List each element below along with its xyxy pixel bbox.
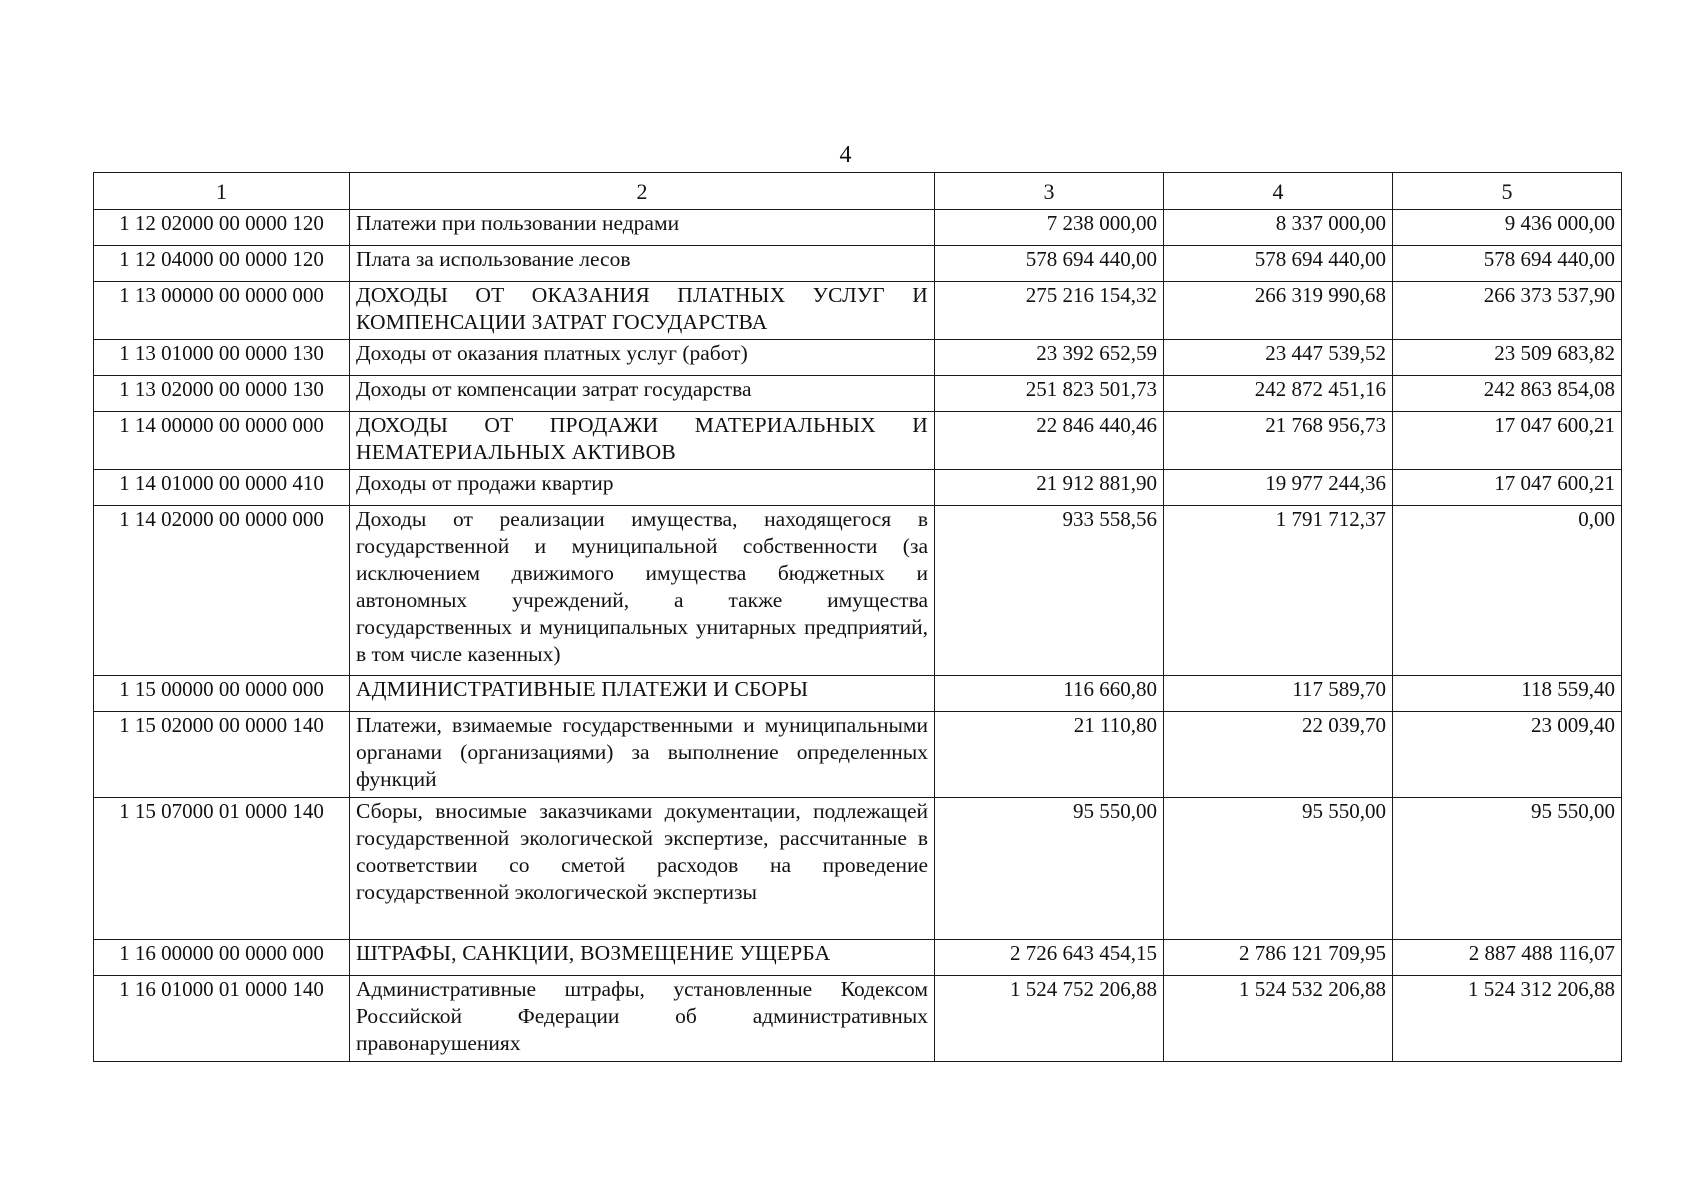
revenue-name-cell: Сборы, вносимые заказчиками документации, подлежащей государственной экологической экспертизе, рассчитанные в соответствии со сметой расходов на проведение государственной экологической экспертизы bbox=[350, 798, 935, 940]
table-row bbox=[94, 676, 1622, 712]
amount-col3-cell: 251 823 501,73 bbox=[935, 376, 1164, 412]
amount-col5-cell: 9 436 000,00 bbox=[1393, 210, 1622, 246]
amount-col5-cell: 17 047 600,21 bbox=[1393, 470, 1622, 506]
table-row bbox=[94, 470, 1622, 506]
amount-col4-cell: 578 694 440,00 bbox=[1164, 246, 1393, 282]
amount-col4-cell: 21 768 956,73 bbox=[1164, 412, 1393, 470]
amount-col5-cell: 242 863 854,08 bbox=[1393, 376, 1622, 412]
amount-col5-cell: 578 694 440,00 bbox=[1393, 246, 1622, 282]
table-row bbox=[94, 412, 1622, 470]
table-row bbox=[94, 798, 1622, 940]
revenue-name-cell: Административные штрафы, установленные Кодексом Российской Федерации об административных правонарушениях bbox=[350, 976, 935, 1062]
column-header-2: 2 bbox=[350, 173, 935, 210]
revenue-name-cell: АДМИНИСТРАТИВНЫЕ ПЛАТЕЖИ И СБОРЫ bbox=[350, 676, 935, 712]
budget-code-cell: 1 12 02000 00 0000 120 bbox=[94, 210, 350, 246]
budget-code-cell: 1 14 01000 00 0000 410 bbox=[94, 470, 350, 506]
amount-col4-cell: 19 977 244,36 bbox=[1164, 470, 1393, 506]
header-row bbox=[94, 173, 1622, 210]
page-number: 4 bbox=[839, 142, 852, 168]
amount-col3-cell: 2 726 643 454,15 bbox=[935, 940, 1164, 976]
amount-col4-cell: 8 337 000,00 bbox=[1164, 210, 1393, 246]
table-row bbox=[94, 712, 1622, 798]
budget-code-cell: 1 13 02000 00 0000 130 bbox=[94, 376, 350, 412]
revenue-name-cell: Доходы от оказания платных услуг (работ) bbox=[350, 340, 935, 376]
amount-col3-cell: 1 524 752 206,88 bbox=[935, 976, 1164, 1062]
amount-col3-cell: 21 110,80 bbox=[935, 712, 1164, 798]
amount-col3-cell: 22 846 440,46 bbox=[935, 412, 1164, 470]
column-header-1: 1 bbox=[94, 173, 350, 210]
amount-col3-cell: 95 550,00 bbox=[935, 798, 1164, 940]
revenue-name-cell: Платежи при пользовании недрами bbox=[350, 210, 935, 246]
table-row bbox=[94, 246, 1622, 282]
amount-col4-cell: 95 550,00 bbox=[1164, 798, 1393, 940]
amount-col4-cell: 2 786 121 709,95 bbox=[1164, 940, 1393, 976]
revenue-name-cell: Доходы от продажи квартир bbox=[350, 470, 935, 506]
table-row bbox=[94, 340, 1622, 376]
table-row bbox=[94, 376, 1622, 412]
budget-code-cell: 1 15 02000 00 0000 140 bbox=[94, 712, 350, 798]
amount-col3-cell: 578 694 440,00 bbox=[935, 246, 1164, 282]
amount-col3-cell: 21 912 881,90 bbox=[935, 470, 1164, 506]
amount-col3-cell: 933 558,56 bbox=[935, 506, 1164, 676]
amount-col5-cell: 266 373 537,90 bbox=[1393, 282, 1622, 340]
amount-col5-cell: 17 047 600,21 bbox=[1393, 412, 1622, 470]
amount-col4-cell: 1 791 712,37 bbox=[1164, 506, 1393, 676]
amount-col3-cell: 23 392 652,59 bbox=[935, 340, 1164, 376]
amount-col3-cell: 7 238 000,00 bbox=[935, 210, 1164, 246]
table-row bbox=[94, 506, 1622, 676]
revenue-table bbox=[93, 172, 1622, 1062]
amount-col5-cell: 23 009,40 bbox=[1393, 712, 1622, 798]
amount-col4-cell: 23 447 539,52 bbox=[1164, 340, 1393, 376]
column-header-3: 3 bbox=[935, 173, 1164, 210]
budget-code-cell: 1 16 00000 00 0000 000 bbox=[94, 940, 350, 976]
amount-col5-cell: 118 559,40 bbox=[1393, 676, 1622, 712]
amount-col5-cell: 0,00 bbox=[1393, 506, 1622, 676]
revenue-name-cell: Доходы от компенсации затрат государства bbox=[350, 376, 935, 412]
budget-code-cell: 1 13 00000 00 0000 000 bbox=[94, 282, 350, 340]
revenue-name-cell: Плата за использование лесов bbox=[350, 246, 935, 282]
table-row bbox=[94, 940, 1622, 976]
amount-col5-cell: 2 887 488 116,07 bbox=[1393, 940, 1622, 976]
amount-col4-cell: 117 589,70 bbox=[1164, 676, 1393, 712]
revenue-name-cell: ДОХОДЫ ОТ ПРОДАЖИ МАТЕРИАЛЬНЫХ И НЕМАТЕРИАЛЬНЫХ АКТИВОВ bbox=[350, 412, 935, 470]
budget-code-cell: 1 14 00000 00 0000 000 bbox=[94, 412, 350, 470]
amount-col4-cell: 1 524 532 206,88 bbox=[1164, 976, 1393, 1062]
revenue-name-cell: Доходы от реализации имущества, находящегося в государственной и муниципальной собственности (за исключением движимого имущества бюджетных и автономных учреждений, а также имущества государственных и муниципальных унитарных предприятий, в том числе казенных) bbox=[350, 506, 935, 676]
amount-col4-cell: 266 319 990,68 bbox=[1164, 282, 1393, 340]
budget-code-cell: 1 14 02000 00 0000 000 bbox=[94, 506, 350, 676]
budget-code-cell: 1 13 01000 00 0000 130 bbox=[94, 340, 350, 376]
amount-col4-cell: 22 039,70 bbox=[1164, 712, 1393, 798]
amount-col5-cell: 95 550,00 bbox=[1393, 798, 1622, 940]
column-header-5: 5 bbox=[1393, 173, 1622, 210]
revenue-name-cell: Платежи, взимаемые государственными и муниципальными органами (организациями) за выполнение определенных функций bbox=[350, 712, 935, 798]
budget-code-cell: 1 12 04000 00 0000 120 bbox=[94, 246, 350, 282]
amount-col3-cell: 275 216 154,32 bbox=[935, 282, 1164, 340]
budget-code-cell: 1 16 01000 01 0000 140 bbox=[94, 976, 350, 1062]
budget-code-cell: 1 15 00000 00 0000 000 bbox=[94, 676, 350, 712]
column-header-4: 4 bbox=[1164, 173, 1393, 210]
amount-col5-cell: 1 524 312 206,88 bbox=[1393, 976, 1622, 1062]
budget-code-cell: 1 15 07000 01 0000 140 bbox=[94, 798, 350, 940]
table-row bbox=[94, 282, 1622, 340]
revenue-name-cell: ДОХОДЫ ОТ ОКАЗАНИЯ ПЛАТНЫХ УСЛУГ И КОМПЕНСАЦИИ ЗАТРАТ ГОСУДАРСТВА bbox=[350, 282, 935, 340]
revenue-name-cell: ШТРАФЫ, САНКЦИИ, ВОЗМЕЩЕНИЕ УЩЕРБА bbox=[350, 940, 935, 976]
amount-col3-cell: 116 660,80 bbox=[935, 676, 1164, 712]
table-row bbox=[94, 210, 1622, 246]
amount-col5-cell: 23 509 683,82 bbox=[1393, 340, 1622, 376]
table-row bbox=[94, 976, 1622, 1062]
amount-col4-cell: 242 872 451,16 bbox=[1164, 376, 1393, 412]
